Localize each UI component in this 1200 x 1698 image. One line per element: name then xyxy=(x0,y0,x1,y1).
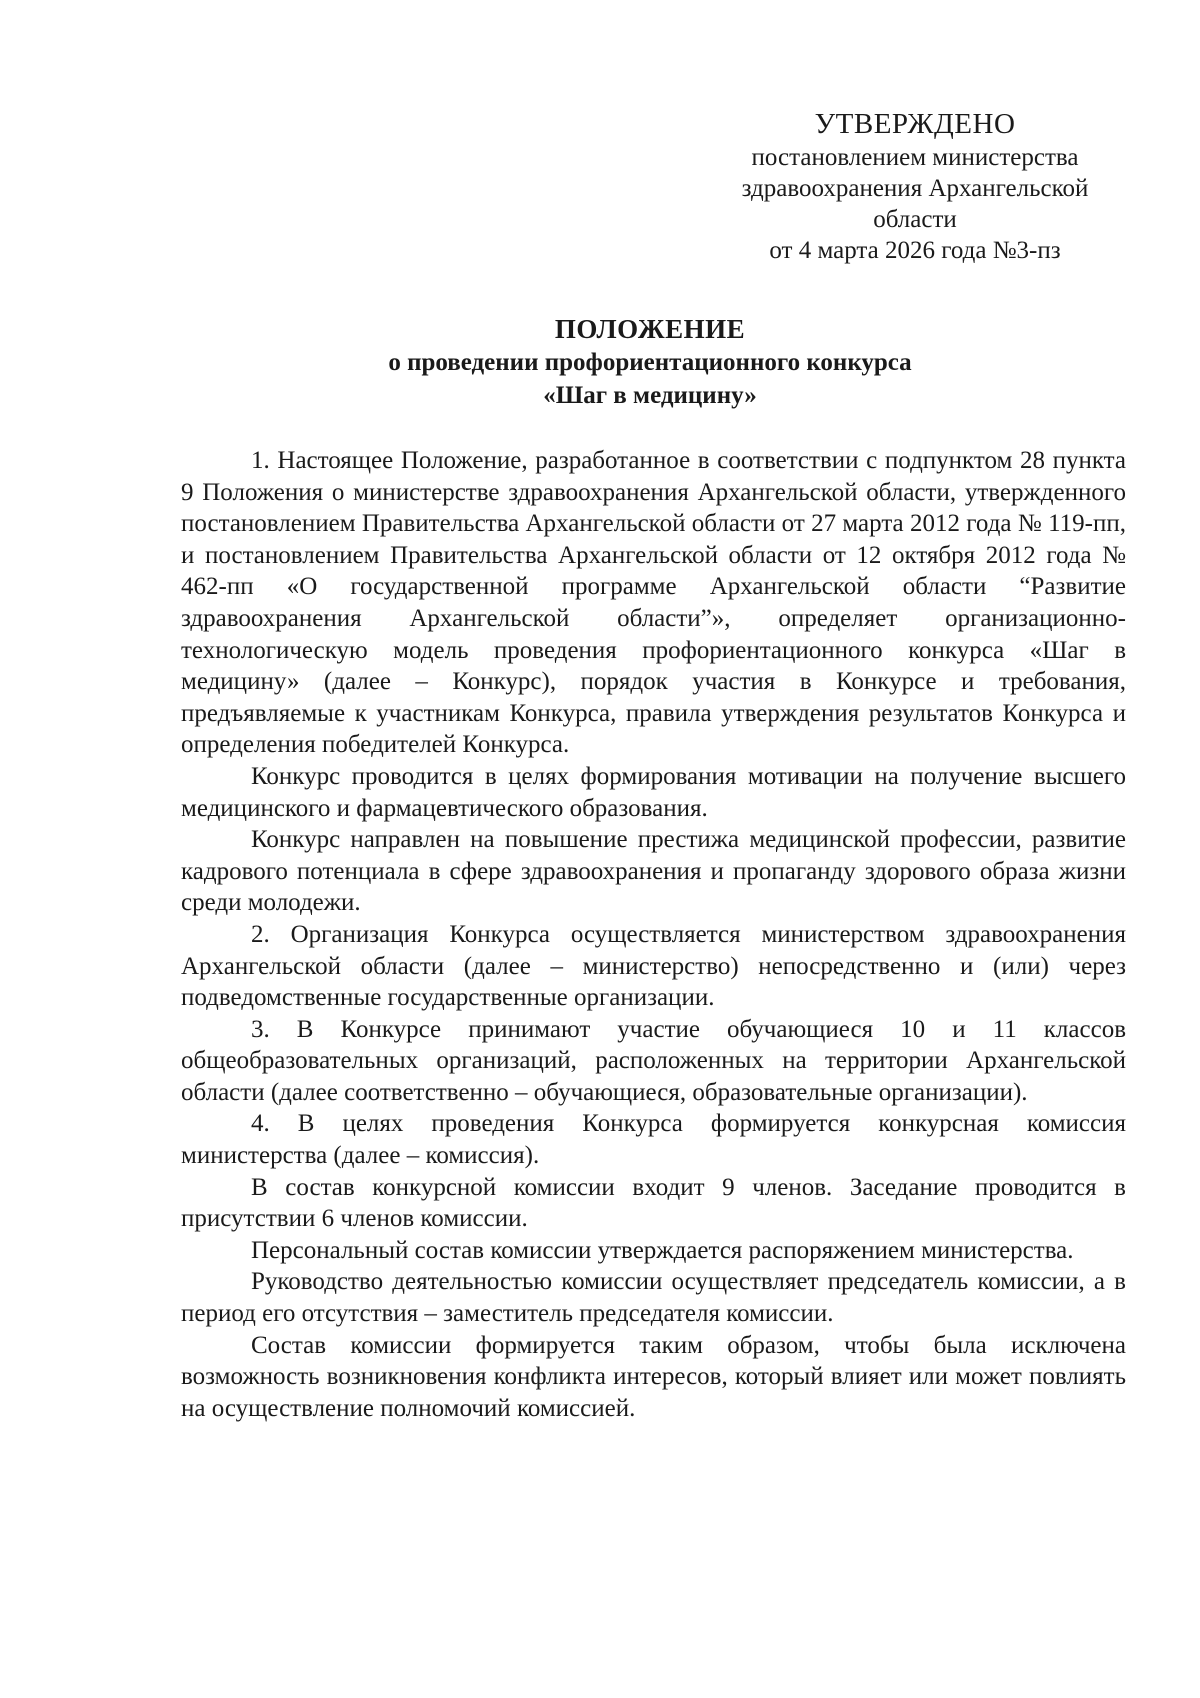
paragraph: 2. Организация Конкурса осуществляется министерством здравоохранения Архангельской области (далее – министерство) непосредственно и (или) через подведомственные государственные организации. xyxy=(181,920,1126,1012)
document-title-block xyxy=(180,313,1120,412)
paragraph: 3. В Конкурсе принимают участие обучающиеся 10 и 11 классов общеобразовательных организаций, расположенных на территории Архангельской области (далее соответственно – обучающиеся, образовательные организации). xyxy=(181,1015,1126,1106)
document-body xyxy=(181,445,1126,1424)
approval-line-1: постановлением министерства xyxy=(751,144,1079,171)
paragraph: 4. В целях проведения Конкурса формируется конкурсная комиссия министерства (далее – комиссия). xyxy=(181,1110,1126,1170)
paragraph: Конкурс проводится в целях формирования мотивации на получение высшего медицинского и фармацевтического образования. xyxy=(181,762,1126,822)
paragraph: Руководство деятельностью комиссии осуществляет председатель комиссии, а в период его отсутствия – заместитель председателя комиссии. xyxy=(181,1268,1126,1328)
paragraph: Состав комиссии формируется таким образом, чтобы была исключена возможность возникновения конфликта интересов, который влияет или может повлиять на осуществление полномочий комиссией. xyxy=(181,1331,1126,1422)
document-subtitle-line-1: о проведении профориентационного конкурса xyxy=(388,349,912,376)
paragraph: В состав конкурсной комиссии входит 9 членов. Заседание проводится в присутствии 6 членов комиссии. xyxy=(181,1173,1126,1233)
paragraph: 1. Настоящее Положение, разработанное в соответствии с подпунктом 28 пункта 9 Положения о министерстве здравоохранения Архангельской области, утвержденного постановлением Правительства Архангельской области от 27 марта 2012 года № 119-пп, и постановлением Правительства Архангельской области от 12 октября 2012 года № 462-пп «О государственной программе Архангельской области “Развитие здравоохранения Архангельской области”», определяет организационно-технологическую модель проведения профориентационного конкурса «Шаг в медицину» (далее – Конкурс), порядок участия в Конкурсе и требования, предъявляемые к участникам Конкурса, правила утверждения результатов Конкурса и определения победителей Конкурса. xyxy=(181,447,1126,759)
paragraph: Персональный состав комиссии утверждается распоряжением министерства. xyxy=(251,1236,1074,1264)
approval-heading: УТВЕРЖДЕНО xyxy=(814,108,1016,140)
document-title: ПОЛОЖЕНИЕ xyxy=(554,314,746,344)
approval-line-4: от 4 марта 2026 года №3-пз xyxy=(769,237,1061,264)
approval-line-3: области xyxy=(873,206,957,233)
approval-stamp-block xyxy=(700,106,1130,266)
approval-line-2: здравоохранения Архангельской xyxy=(741,175,1089,202)
paragraph: Конкурс направлен на повышение престижа медицинской профессии, развитие кадрового потенциала в сфере здравоохранения и пропаганду здорового образа жизни среди молодежи. xyxy=(181,826,1126,917)
document-subtitle-line-2: «Шаг в медицину» xyxy=(543,382,757,409)
